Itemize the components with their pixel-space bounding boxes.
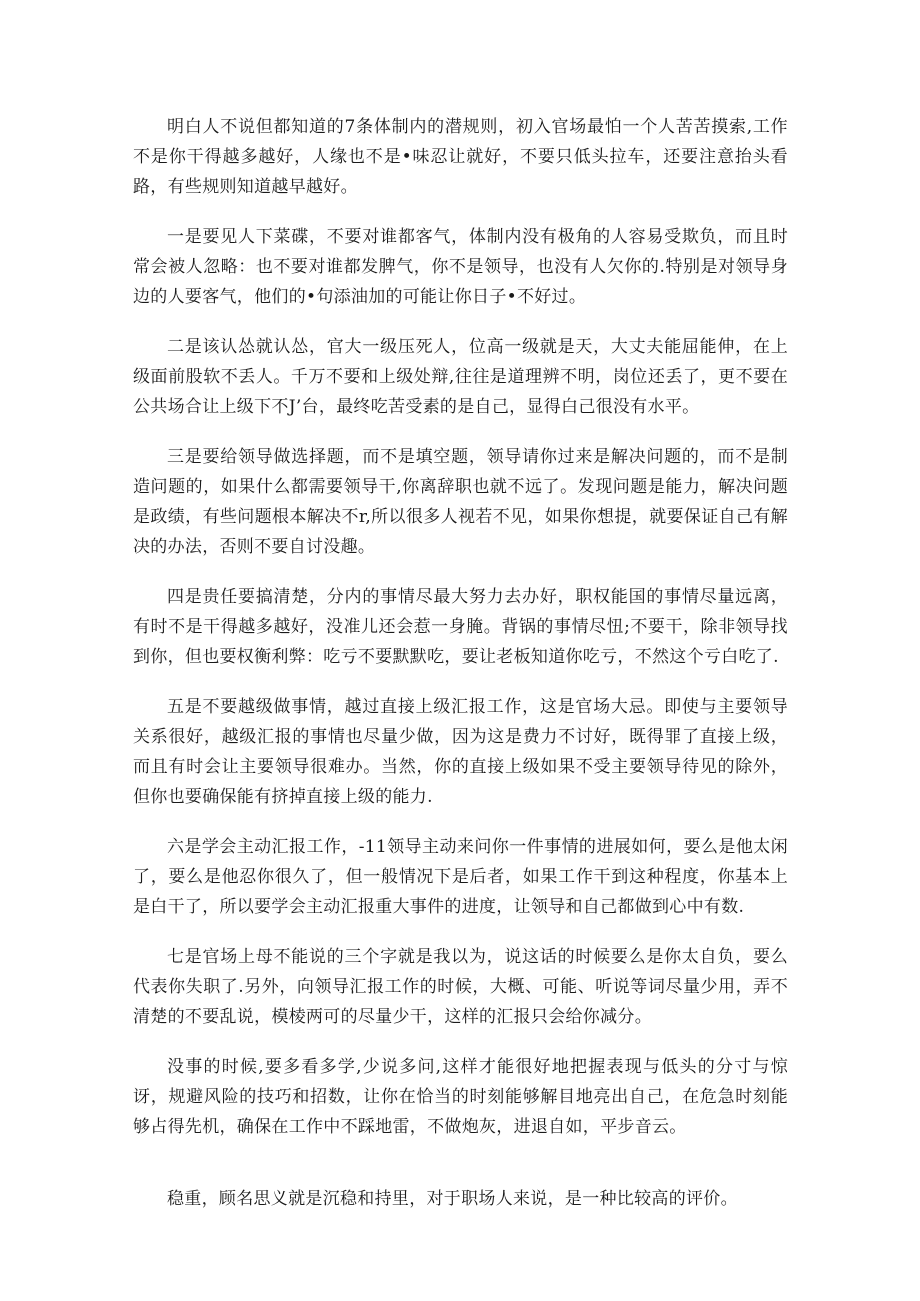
rule-6-paragraph: 六是学会主动汇报工作，-11领导主动来问你一件事情的进展如何，要么是他太闲了，要么是他忍你很久了，但一般情况下是后者，如果工作干到这种程度，你基本上是白干了，所以要学会主动汇报重大事件的进度，让领导和自己都做到心中有数.	[133, 837, 788, 917]
rule-2-paragraph: 二是该认怂就认怂，官大一级压死人，位高一级就是天，大丈夫能屈能伸，在上级面前股软不丢人。千万不要和上级处辩,往往是道理辨不明，岗位还丢了，更不要在公共场合让上级下不J’台，最终吃苦受素的是自己，显得白己很没有水平。	[133, 337, 788, 417]
rule-1-paragraph: 一是要见人下菜碟，不要对谁都客气，体制内没有极角的人容易受欺负，而且时常会被人忽略：也不要对谁都发脾气，你不是领导，也没有人欠你的.特别是对领导身边的人要客气，他们的•句添油加的可能让你日子•不好过。	[133, 227, 788, 307]
rule-4-paragraph: 四是贵任要搞清楚，分内的事情尽最大努力去办好，职权能国的事情尽量远离，有时不是干得越多越好，没准儿还会惹一身腌。背锅的事情尽忸;不要干，除非领导找到你，但也要权衡利弊：吃亏不要默默吃，要让老板知道你吃亏，不然这个亏白吃了.	[133, 587, 788, 667]
summary-paragraph: 没事的时候,要多看多学,少说多问,这样才能很好地把握表现与低头的分寸与惊讶，规避风险的技巧和招数，让你在恰当的时刻能够解目地亮出自己，在危急时刻能够占得先机，确保在工作中不踩地雷，不做炮灰，进退自如，平步音云。	[133, 1057, 788, 1137]
closing-paragraph: 稳重，顾名思义就是沉稳和持里，对于职场人来说，是一种比较高的评价。	[167, 1189, 738, 1209]
intro-paragraph: 明白人不说但都知道的7条体制内的潜规则，初入官场最怕一个人苦苦摸索,工作不是你干得越多越好，人缘也不是•味忍让就好，不要只低头拉车，还要注意抬头看路，有些规则知道越早越好。	[133, 117, 788, 197]
rule-7-paragraph: 七是官场上母不能说的三个字就是我以为，说这话的时候要么是你太自负，要么代表你失职了.另外，向领导汇报工作的时候，大概、可能、听说等词尽量少用，弄不清楚的不要乱说，模棱两可的尽量少干，这样的汇报只会给你减分。	[133, 947, 788, 1027]
rule-5-paragraph: 五是不要越级做事情，越过直接上级汇报工作，这是官场大忌。即使与主要领导关系很好，越级汇报的事情也尽量少做，因为这是费力不讨好，既得罪了直接上级，而且有时会让主要领导很难办。当然，你的直接上级如果不受主要领导待见的除外，但你也要确保能有挤掉直接上级的能力.	[133, 697, 788, 807]
rule-3-paragraph: 三是要给领导做选择题，而不是填空题，领导请你过来是解决问题的，而不是制造问题的，如果什么都需要领导干,你离辞职也就不远了。发现问题是能力，解决问题是政绩，有些问题根本解决不r,所以很多人视若不见，如果你想提，就要保证自己有解决的办法，否则不要自讨没趣。	[133, 447, 788, 557]
document-body	[133, 112, 788, 1234]
